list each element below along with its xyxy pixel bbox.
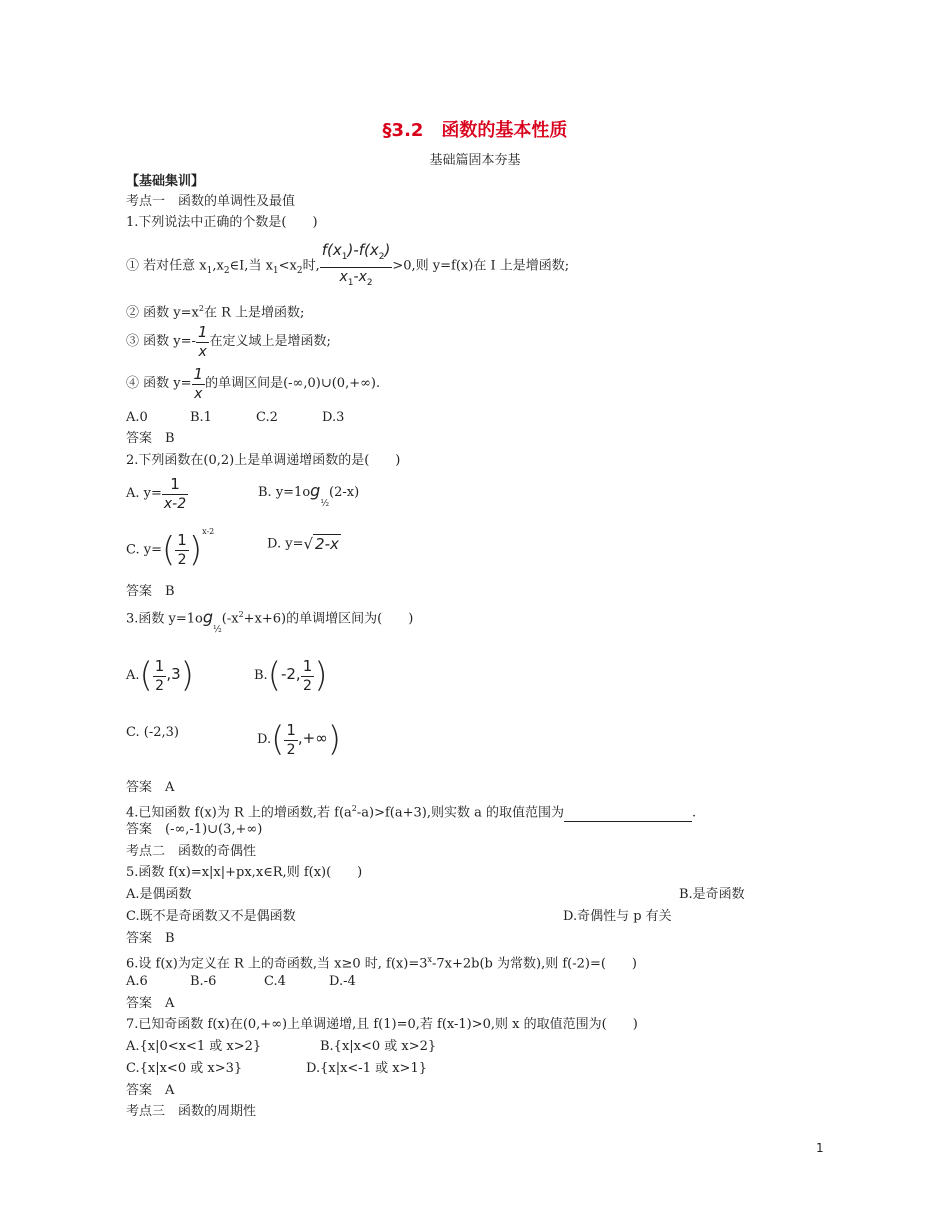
option: D.-4 xyxy=(329,974,356,989)
answer: 答案 B xyxy=(126,431,175,446)
stem-text: 6.设 f(x)为定义在 R 上的奇函数,当 x≥0 时, f(x)=3 xyxy=(126,956,428,972)
answer-blank[interactable] xyxy=(564,807,692,822)
question-stem: 3.函数 $y=1og_{\frac{1}{2}}(-x^2+x+6)$的单调增区间为( ) xyxy=(126,607,414,635)
fraction: $\frac{1}{2}$ xyxy=(177,531,187,569)
fraction: $\frac{1}{2}$ xyxy=(302,657,313,694)
statement-text: 在 R 上是增函数; xyxy=(203,305,305,321)
topic-heading: 考点一 函数的单调性及最值 xyxy=(126,194,296,209)
statement-text: ∈I,当 x xyxy=(229,258,273,274)
statement: ① 若对任意 $x_1,x_2\in I$,当 $x_1<x_2$时, $\frac{f(x_1)-f(x_2)}{x_1-x_2}$ >0,则 y=f(x)在 I 上是增函数; xyxy=(126,240,569,292)
question-stem: 6.设 f(x)为定义在 R 上的奇函数,当 x≥0 时, $f(x)=3^x-7x+2b(b$ 为常数),则 f(-2)=( ) xyxy=(126,955,637,972)
exponent: x-2 xyxy=(202,527,215,536)
fraction xyxy=(162,474,188,513)
question-stem: 2.下列函数在(0,2)上是单调递增函数的是( ) xyxy=(126,453,401,468)
option-label: B. xyxy=(254,668,268,683)
stem-text: . xyxy=(692,805,697,821)
option: B. $y=1og_{\frac{1}{2}}(2-x)$ xyxy=(258,481,360,509)
option-label: A. xyxy=(126,668,140,683)
page-subtitle: 基础篇固本夯基 xyxy=(429,153,521,168)
fraction-numerator: 1 xyxy=(162,474,188,495)
statement-text: 时, xyxy=(302,258,320,274)
option: B.-6 xyxy=(190,974,217,989)
radicand: 2-x xyxy=(315,535,339,553)
answer: 答案 A xyxy=(126,996,175,1011)
option-text: B. y=1o xyxy=(258,485,311,500)
fraction: $\frac{1}{x}$ xyxy=(193,365,204,402)
option: A.( $\frac{1}{2}$ ,3) xyxy=(126,655,194,696)
statement-text: ② 函数 y=x xyxy=(126,305,199,321)
answer: 答案 (-∞,-1)∪(3,+∞) xyxy=(126,822,263,837)
option: D.{x|x<-1 或 x>1} xyxy=(306,1061,427,1076)
statement-text: 的单调区间是(-∞,0)∪(0,+∞). xyxy=(205,376,381,391)
option: A.{x|0<x<1 或 x>2} xyxy=(126,1039,262,1054)
statement xyxy=(126,364,380,403)
page-number: 1 xyxy=(816,1141,824,1155)
answer: 答案 B xyxy=(126,584,175,599)
fraction xyxy=(320,240,393,292)
answer: 答案 A xyxy=(126,780,175,795)
answer: 答案 A xyxy=(126,1083,175,1098)
statement-text: >0,则 y=f(x)在 I 上是增函数; xyxy=(392,258,570,274)
section-heading: 【基础集训】 xyxy=(126,174,205,189)
option: A.6 xyxy=(126,974,148,989)
question-stem: 1.下列说法中正确的个数是( ) xyxy=(126,215,318,230)
fraction-denominator: x-2 xyxy=(163,496,187,512)
option: C.2 xyxy=(256,410,278,425)
topic-heading: 考点二 函数的奇偶性 xyxy=(126,844,257,859)
option: C. y=( $\frac{1}{2}$ )$^{x-2}$ xyxy=(126,527,215,570)
option: B.是奇函数 xyxy=(679,887,745,902)
option: D.奇偶性与 p 有关 xyxy=(563,909,672,924)
fraction-denominator: $x_1-x_2$ xyxy=(339,269,373,288)
stem-text: -a)>f(a+3),则实数 a 的取值范围为 xyxy=(356,805,564,821)
option-text: C. y= xyxy=(126,542,162,558)
option-text: A. y= xyxy=(126,486,162,501)
option xyxy=(126,474,188,513)
fraction: $\frac{1}{x}$ xyxy=(197,323,208,360)
stem-text: -7x+2b(b 为常数),则 f(-2)=( ) xyxy=(432,956,637,972)
option-label: D. xyxy=(257,732,272,747)
option: B.(-2, $\frac{1}{2}$ ) xyxy=(254,655,328,696)
option: A.0 xyxy=(126,410,148,425)
fraction: $\frac{1}{2}$ xyxy=(286,721,296,758)
option: B.1 xyxy=(190,410,212,425)
square-root: √ 2-x xyxy=(303,535,339,553)
option: D.3 xyxy=(322,410,345,425)
topic-heading: 考点三 函数的周期性 xyxy=(126,1104,257,1119)
fraction-numerator: $f(x_1)-f(x_2)$ xyxy=(320,240,393,268)
option: C.既不是奇函数又不是偶函数 xyxy=(126,909,296,924)
option: D.( $\frac{1}{2}$ ,+∞) xyxy=(257,719,342,760)
statement-text: ,x xyxy=(212,258,224,274)
statement-text: ① 若对任意 x xyxy=(126,258,207,274)
page-title: §3.2 函数的基本性质 xyxy=(382,120,568,141)
stem-text: 4.已知函数 f(x)为 R 上的增函数,若 f(a xyxy=(126,805,352,821)
statement-text: ③ 函数 y=- xyxy=(126,334,196,349)
option: C.{x|x<0 或 x>3} xyxy=(126,1061,243,1076)
question-stem: 5.函数 f(x)=x|x|+px,x∈R,则 f(x)( ) xyxy=(126,865,363,880)
question-stem: 7.已知奇函数 f(x)在(0,+∞)上单调递增,且 f(1)=0,若 f(x-1)>0,则 x 的取值范围为( ) xyxy=(126,1017,638,1032)
answer: 答案 B xyxy=(126,931,175,946)
option-text: D. y= xyxy=(267,536,304,552)
option: C.4 xyxy=(264,974,286,989)
statement-text: ④ 函数 y= xyxy=(126,376,192,391)
fraction: $\frac{1}{2}$ xyxy=(154,657,165,694)
option-text: (2-x) xyxy=(329,485,360,500)
question-stem: 4.已知函数 f(x)为 R 上的增函数,若 $f(a^2-a)>f(a+3)$,则实数 a 的取值范围为 . xyxy=(126,804,697,821)
option: B.{x|x<0 或 x>2} xyxy=(320,1039,437,1054)
stem-text: (-x xyxy=(221,611,239,627)
stem-text: +x+6)的单调增区间为( ) xyxy=(243,611,414,627)
statement xyxy=(126,322,331,361)
statement-text: <x xyxy=(278,258,297,274)
option: A.是偶函数 xyxy=(126,887,192,902)
stem-text: 3.函数 y=1o xyxy=(126,611,203,627)
option: C. (-2,3) xyxy=(126,725,179,740)
option xyxy=(267,530,341,559)
statement: ② 函数 $y=x^2$在 R 上是增函数; xyxy=(126,304,305,321)
statement-text: 在定义域上是增函数; xyxy=(209,334,331,349)
